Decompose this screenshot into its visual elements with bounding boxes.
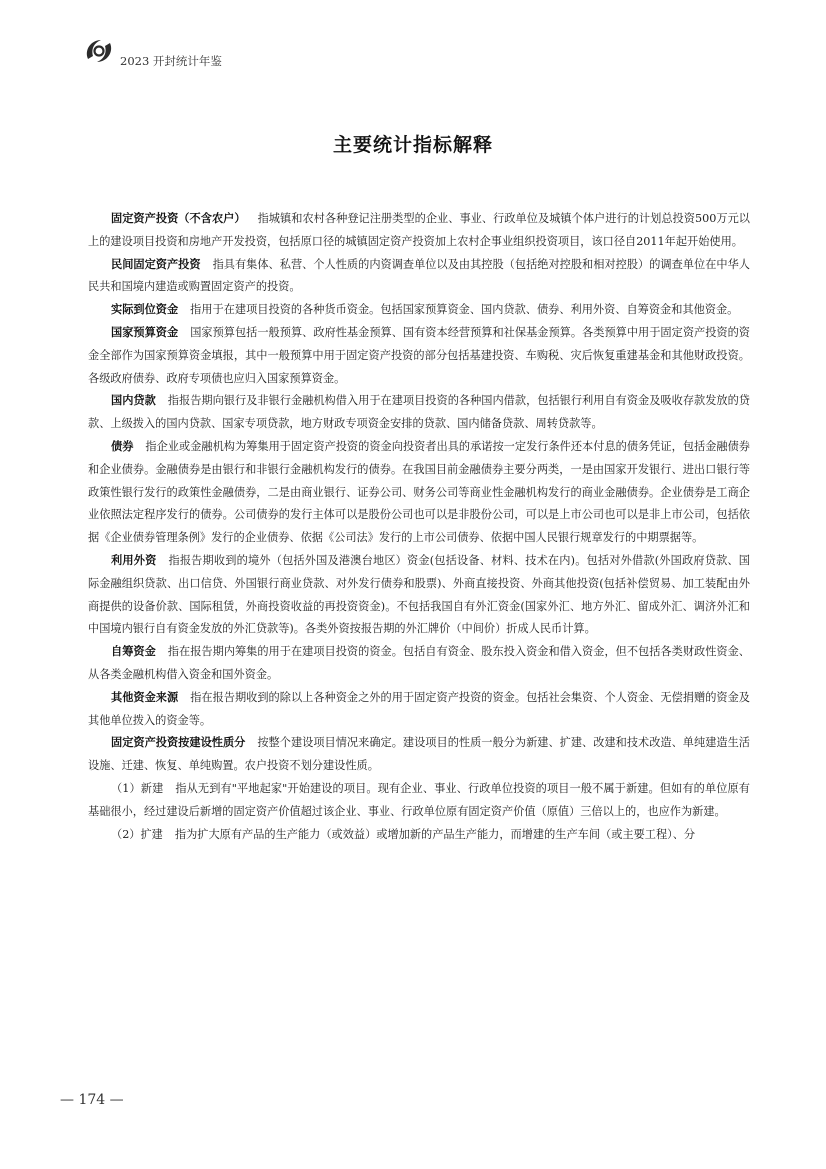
page-number: — 174 — <box>60 1092 124 1108</box>
definition-paragraph <box>88 550 750 641</box>
page-title: 主要统计指标解释 <box>332 134 493 156</box>
definition-text: 按整个建设项目情况来确定。建设项目的性质一般分为新建、扩建、改建和技术改造、单纯建造生活设施、迁建、恢复、单纯购置。农户投资不划分建设性质。 <box>88 736 750 773</box>
definition-paragraph <box>88 322 750 390</box>
definition-paragraph <box>88 254 750 300</box>
definition-term: 其他资金来源 <box>111 690 179 704</box>
definition-text: 指具有集体、私营、个人性质的内资调查单位以及由其控股（包括绝对控股和相对控股）的调查单位在中华人民共和国境内建造或购置固定资产的投资。 <box>88 257 750 294</box>
definition-text: 国家预算包括一般预算、政府性基金预算、国有资本经营预算和社保基金预算。各类预算中用于固定资产投资的资金全部作为国家预算资金填报，其中一般预算中用于固定资产投资的部分包括基建投资、车购税、灾后恢复重建基金和其他财政投资。各级政府债券、政府专项债也应归入国家预算资金。 <box>88 325 750 385</box>
definition-term: 实际到位资金 <box>111 303 179 317</box>
definition-paragraph <box>88 208 750 254</box>
definition-text: 指企业或金融机构为筹集用于固定资产投资的资金向投资者出具的承诺按一定发行条件还本付息的债务凭证，包括金融债券和企业债券。金融债券是由银行和非银行金融机构发行的债券。在我国目前金融债券主要分两类，一是由国家开发银行、进出口银行等政策性银行发行的政策性金融债券，二是由商业银行、证券公司、财务公司等商业性金融机构发行的商业金融债券。企业债券是工商企业依照法定程序发行的债券。公司债券的发行主体可以是股份公司也可以是非股份公司，可以是上市公司也可以是非上市公司，包括依据《企业债券管理条例》发行的企业债券、依据《公司法》发行的上市公司债券、依据中国人民银行规章发行的中期票据等。 <box>88 439 750 545</box>
definition-text: 指在报告期收到的除以上各种资金之外的用于固定资产投资的资金。包括社会集资、个人资金、无偿捐赠的资金及其他单位拨入的资金等。 <box>88 690 750 727</box>
definition-term: 固定资产投资（不含农户） <box>111 212 246 225</box>
definition-text: 指在报告期内筹集的用于在建项目投资的资金。包括自有资金、股东投入资金和借入资金，但不包括各类财政性资金、从各类金融机构借入资金和国外资金。 <box>88 645 750 681</box>
definition-paragraph <box>88 732 750 778</box>
definition-paragraph <box>88 436 750 550</box>
sub-definition-text: 指为扩大原有产品的生产能力（或效益）或增加新的产品生产能力，而增建的生产车间（或主要工程）、分 <box>174 827 696 841</box>
definition-paragraph <box>88 687 750 733</box>
page-header <box>82 34 382 70</box>
yearbook-logo-icon <box>82 34 116 68</box>
definition-term: 国家预算资金 <box>111 325 179 339</box>
definition-text: 指城镇和农村各种登记注册类型的企业、事业、行政单位及城镇个体户进行的计划总投资500万元以上的建设项目投资和房地产开发投资，包括原口径的城镇固定资产投资加上农村企事业组织投资项目，该口径自2011年起开始使用。 <box>88 212 750 248</box>
definition-term: 自筹资金 <box>111 645 156 659</box>
definition-text: 指用于在建项目投资的各种货币资金。包括国家预算资金、国内贷款、债券、利用外资、自筹资金和其他资金。 <box>190 303 739 317</box>
definition-term: 利用外资 <box>111 553 157 567</box>
definition-term: 债券 <box>111 439 134 453</box>
sub-definition-text: 指从无到有"平地起家"开始建设的项目。现有企业、事业、行政单位投资的项目一般不属于新建。但如有的单位原有基础很小，经过建设后新增的固定资产价值超过该企业、事业、行政单位原有固定资产价值（原值）三倍以上的，也应作为新建。 <box>88 781 750 818</box>
sub-definition-term: （2）扩建 <box>111 827 163 841</box>
definition-text: 指报告期收到的境外（包括外国及港澳台地区）资金(包括设备、材料、技术在内)。包括对外借款(外国政府贷款、国际金融组织贷款、出口信贷、外国银行商业贷款、对外发行债券和股票)、外商直接投资、外商其他投资(包括补偿贸易、加工装配由外商提供的设备价款、国际租赁，外商投资收益的再投资资金)。不包括我国自有外汇资金(国家外汇、地方外汇、留成外汇、调济外汇和中国境内银行自有资金发放的外汇贷款等)。各类外资按报告期的外汇牌价（中间价）折成人民币计算。 <box>88 553 750 636</box>
sub-definition-paragraph <box>88 824 750 847</box>
header-title: 2023 开封统计年鉴 <box>120 54 222 68</box>
definition-paragraph <box>88 390 750 436</box>
definition-paragraph <box>88 641 750 687</box>
sub-definition-paragraph <box>88 778 750 824</box>
sub-definition-term: （1）新建 <box>111 781 164 795</box>
definition-text: 指报告期向银行及非银行金融机构借入用于在建项目投资的各种国内借款，包括银行利用自有资金及吸收存款发放的贷款、上级拨入的国内贷款、国家专项贷款，地方财政专项资金安排的贷款、国内储备贷款、周转贷款等。 <box>88 394 750 431</box>
definition-term: 固定资产投资按建设性质分 <box>111 736 246 750</box>
main-content <box>88 208 750 846</box>
definition-term: 国内贷款 <box>111 394 156 408</box>
definition-term: 民间固定资产投资 <box>111 257 201 271</box>
definition-paragraph <box>88 299 750 322</box>
